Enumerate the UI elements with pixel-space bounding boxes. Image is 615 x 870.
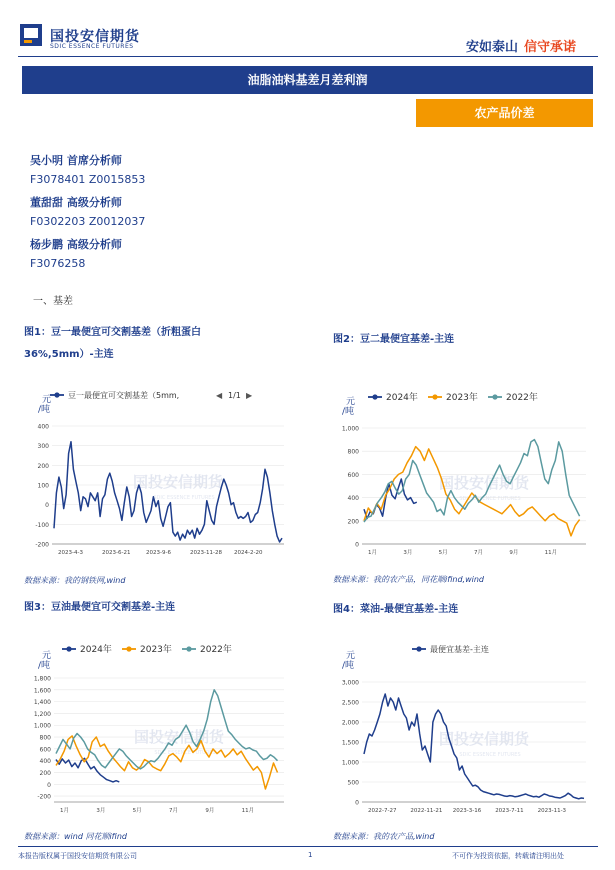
legend-label: 2022年 <box>200 645 232 655</box>
y-tick-label: -200 <box>35 541 49 549</box>
y-axis-unit: 元 <box>42 395 52 405</box>
x-tick-label: 2023-9-6 <box>146 550 171 556</box>
y-tick-label: 3,000 <box>341 679 359 687</box>
series-line-1 <box>54 442 282 542</box>
figure-2-chart <box>324 380 594 566</box>
y-tick-label: 0 <box>47 781 51 789</box>
analyst-license: F3078401 Z0015853 <box>30 173 146 186</box>
x-tick-label: 2023-7-11 <box>495 808 524 814</box>
y-tick-label: 1,400 <box>33 699 51 707</box>
y-tick-label: 200 <box>37 462 49 470</box>
y-tick-label: 0 <box>45 502 49 510</box>
analyst-name: 杨步鹏 高级分析师 <box>30 238 122 251</box>
y-tick-label: 2,000 <box>341 719 359 727</box>
figure-2-source: 数据来源：我的农产品，同花顺ifind,wind <box>333 575 484 584</box>
figure-1-title-line-2: 36%,5mm）-主连 <box>24 349 114 360</box>
y-tick-label: 1,800 <box>33 675 51 683</box>
slogan-part-1: 安如泰山 <box>466 40 519 55</box>
legend-marker <box>492 394 497 399</box>
y-tick-label: 200 <box>347 518 359 526</box>
x-tick-label: 2023-6-21 <box>102 550 131 556</box>
y-tick-label: 1,200 <box>33 710 51 718</box>
figure-1-title-line-1: 图1：豆一最便宜可交割基差（折粗蛋白 <box>24 327 201 338</box>
footer-copyright: 本报告版权属于国投安信期货有限公司 <box>18 852 137 860</box>
figure-4-title: 图4：菜油-最便宜基差-主连 <box>333 604 459 615</box>
watermark-subtext: SDIC ESSENCE FUTURES <box>154 750 216 756</box>
figure-2-title: 图2：豆二最便宜基差-主连 <box>333 334 455 345</box>
figure-1-source: 数据来源：我的钢铁网,wind <box>24 576 126 585</box>
y-tick-label: 2,500 <box>341 699 359 707</box>
y-tick-label: 400 <box>39 758 51 766</box>
y-tick-label: 800 <box>39 734 51 742</box>
figure-3-source: 数据来源：wind 同花顺ifind <box>24 832 127 841</box>
x-tick-label: 2023-11-28 <box>190 550 222 556</box>
legend-label: 2024年 <box>386 393 418 403</box>
brand-logo-icon <box>20 24 42 46</box>
x-tick-label: 5月 <box>132 808 142 814</box>
legend-marker <box>416 646 421 651</box>
y-axis-unit: /吨 <box>38 661 51 671</box>
legend-marker <box>372 394 377 399</box>
page-number: 1 <box>308 851 313 859</box>
y-tick-label: 800 <box>347 448 359 456</box>
y-tick-label: 300 <box>37 443 49 451</box>
y-axis-unit: 元 <box>346 397 356 407</box>
slogan-part-2: 信守承诺 <box>524 40 577 55</box>
x-tick-label: 9月 <box>509 550 519 556</box>
legend-label: 2024年 <box>80 645 112 655</box>
analyst-license: F0302203 Z0012037 <box>30 215 146 228</box>
x-tick-label: 7月 <box>474 550 483 556</box>
x-tick-label: 11月 <box>544 550 558 556</box>
y-axis-unit: /吨 <box>342 661 355 671</box>
footer-divider <box>18 846 598 847</box>
y-tick-label: 600 <box>39 746 51 754</box>
figure-1-chart <box>20 380 292 566</box>
x-tick-label: 1月 <box>60 808 69 814</box>
y-tick-label: -100 <box>35 521 49 529</box>
watermark-subtext: SDIC ESSENCE FUTURES <box>459 496 521 502</box>
legend-pager: 1/1 <box>228 391 241 400</box>
watermark-subtext: SDIC ESSENCE FUTURES <box>153 495 215 501</box>
x-tick-label: 3月 <box>403 550 413 556</box>
legend-marker <box>66 646 71 651</box>
x-tick-label: 2022-11-21 <box>410 808 443 814</box>
figure-1-title <box>24 322 294 366</box>
analyst-name: 吴小明 首席分析师 <box>30 154 122 167</box>
x-tick-label: 2022-7-27 <box>368 808 397 814</box>
x-tick-label: 2023-11-3 <box>537 808 567 814</box>
x-tick-label: 2024-2-20 <box>234 550 263 556</box>
y-tick-label: 0 <box>355 799 359 807</box>
y-tick-label: 1,000 <box>341 759 359 767</box>
y-tick-label: 400 <box>347 495 359 503</box>
header-divider <box>18 56 598 57</box>
y-tick-label: 1,600 <box>33 687 51 695</box>
x-tick-label: 5月 <box>438 550 448 556</box>
watermark-text: 国投安信期货 <box>133 728 225 746</box>
y-tick-label: 0 <box>355 541 359 549</box>
legend-marker <box>432 394 437 399</box>
x-tick-label: 2023-4-3 <box>58 550 83 556</box>
y-tick-label: -200 <box>37 793 51 801</box>
y-axis-unit: 元 <box>42 651 52 661</box>
figure-3-chart <box>20 634 292 824</box>
legend-label: 2022年 <box>506 393 538 403</box>
brand-name-en: SDIC ESSENCE FUTURES <box>50 43 134 50</box>
legend-label: 2023年 <box>446 393 478 403</box>
x-tick-label: 9月 <box>205 808 215 814</box>
figure-4-chart <box>324 634 594 824</box>
legend-marker <box>126 646 131 651</box>
legend-label: 豆一最便宜可交割基差（5mm, <box>68 391 180 400</box>
y-tick-label: 1,000 <box>33 722 51 730</box>
x-tick-label: 2023-3-16 <box>452 808 482 814</box>
watermark-subtext: SDIC ESSENCE FUTURES <box>459 752 521 758</box>
brand-name: 国投安信期货 <box>50 29 140 45</box>
legend-marker <box>186 646 191 651</box>
y-tick-label: 600 <box>347 471 359 479</box>
y-tick-label: 100 <box>37 482 49 490</box>
x-tick-label: 1月 <box>368 550 377 556</box>
legend-pager-next-icon: ▶ <box>246 391 253 400</box>
figure-4-source: 数据来源：我的农产品,wind <box>333 832 435 841</box>
y-tick-label: 1,000 <box>341 425 359 433</box>
analyst-license: F3076258 <box>30 257 86 270</box>
legend-pager-prev-icon: ◀ <box>216 391 223 400</box>
y-tick-label: 200 <box>39 769 51 777</box>
report-title: 油脂油料基差月差利润 <box>22 66 593 94</box>
footer-disclaimer: 不可作为投资依据，转载请注明出处 <box>452 852 564 860</box>
y-tick-label: 400 <box>37 423 49 431</box>
y-tick-label: 1,500 <box>341 739 359 747</box>
x-tick-label: 11月 <box>241 808 255 814</box>
analyst-name: 董甜甜 高级分析师 <box>30 196 122 209</box>
figure-3-title: 图3：豆油最便宜可交割基差-主连 <box>24 602 176 613</box>
category-tag: 农产品价差 <box>416 99 593 127</box>
legend-label: 2023年 <box>140 645 172 655</box>
y-axis-unit: 元 <box>346 651 356 661</box>
y-axis-unit: /吨 <box>38 405 51 415</box>
legend-label: 最便宜基差-主连 <box>430 645 489 654</box>
section-heading: 一、基差 <box>33 296 73 307</box>
x-tick-label: 7月 <box>169 808 178 814</box>
y-axis-unit: /吨 <box>342 407 355 417</box>
watermark-text: 国投安信期货 <box>438 474 530 492</box>
y-tick-label: 500 <box>347 779 359 787</box>
watermark-text: 国投安信期货 <box>438 730 530 748</box>
legend-marker <box>54 392 59 397</box>
x-tick-label: 3月 <box>96 808 106 814</box>
watermark-text: 国投安信期货 <box>132 473 224 491</box>
